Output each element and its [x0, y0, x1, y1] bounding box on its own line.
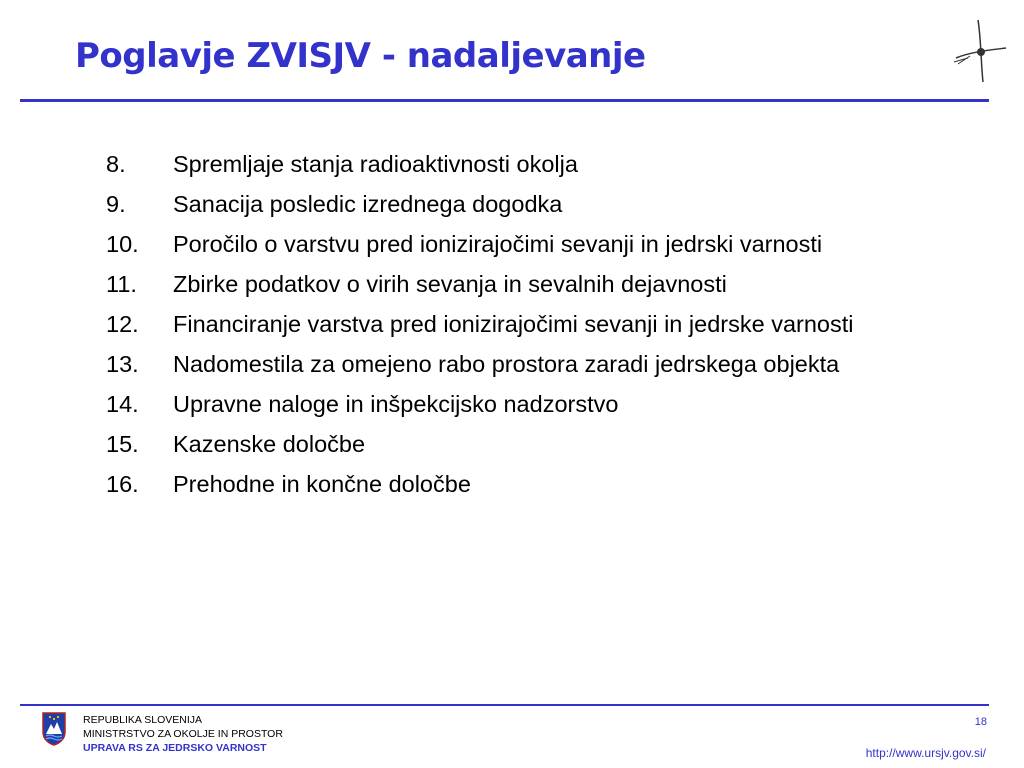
- item-number: 11.: [106, 271, 137, 297]
- list-item: [106, 468, 986, 500]
- chapter-list: [106, 148, 986, 508]
- footer-organization: [83, 713, 283, 755]
- item-number: 14.: [106, 391, 139, 417]
- list-item: [106, 388, 986, 420]
- item-text: Sanacija posledic izrednega dogodka: [173, 191, 563, 217]
- footer-agency: UPRAVA RS ZA JEDRSKO VARNOST: [83, 742, 267, 754]
- item-number: 13.: [106, 351, 139, 377]
- title-divider: [20, 99, 989, 102]
- item-text: Financiranje varstva pred ionizirajočimi sevanji in jedrske varnosti: [173, 311, 854, 337]
- list-item: [106, 428, 986, 460]
- item-text: Zbirke podatkov o virih sevanja in sevalnih dejavnosti: [173, 271, 727, 297]
- footer-country: REPUBLIKA SLOVENIJA: [83, 714, 203, 726]
- list-item: [106, 148, 986, 180]
- item-text: Prehodne in končne določbe: [173, 471, 471, 497]
- item-number: 12.: [106, 311, 139, 337]
- item-text: Kazenske določbe: [173, 431, 366, 457]
- item-number: 9.: [106, 191, 126, 217]
- item-number: 8.: [106, 151, 126, 177]
- item-number: 15.: [106, 431, 139, 457]
- item-text: Upravne naloge in inšpekcijsko nadzorstvo: [173, 391, 619, 417]
- item-number: 10.: [106, 231, 139, 257]
- item-text: Poročilo o varstvu pred ionizirajočimi sevanji in jedrski varnosti: [173, 231, 823, 257]
- list-item: [106, 308, 986, 340]
- item-number: 16.: [106, 471, 139, 497]
- page-number: 18: [974, 716, 987, 728]
- website-link[interactable]: http://www.ursjv.gov.si/: [865, 746, 986, 760]
- list-item: [106, 188, 986, 220]
- list-item: [106, 348, 986, 380]
- slovenia-coat-of-arms-icon: [42, 712, 66, 746]
- footer-divider: [20, 704, 989, 706]
- atom-logo-icon: [950, 18, 1010, 84]
- item-text: Spremljaje stanja radioaktivnosti okolja: [173, 151, 578, 177]
- list-item: [106, 228, 986, 260]
- footer-ministry: MINISTRSTVO ZA OKOLJE IN PROSTOR: [83, 728, 283, 740]
- slide-title: Poglavje ZVISJV - nadaljevanje: [75, 36, 646, 76]
- list-item: [106, 268, 986, 300]
- item-text: Nadomestila za omejeno rabo prostora zaradi jedrskega objekta: [173, 351, 840, 377]
